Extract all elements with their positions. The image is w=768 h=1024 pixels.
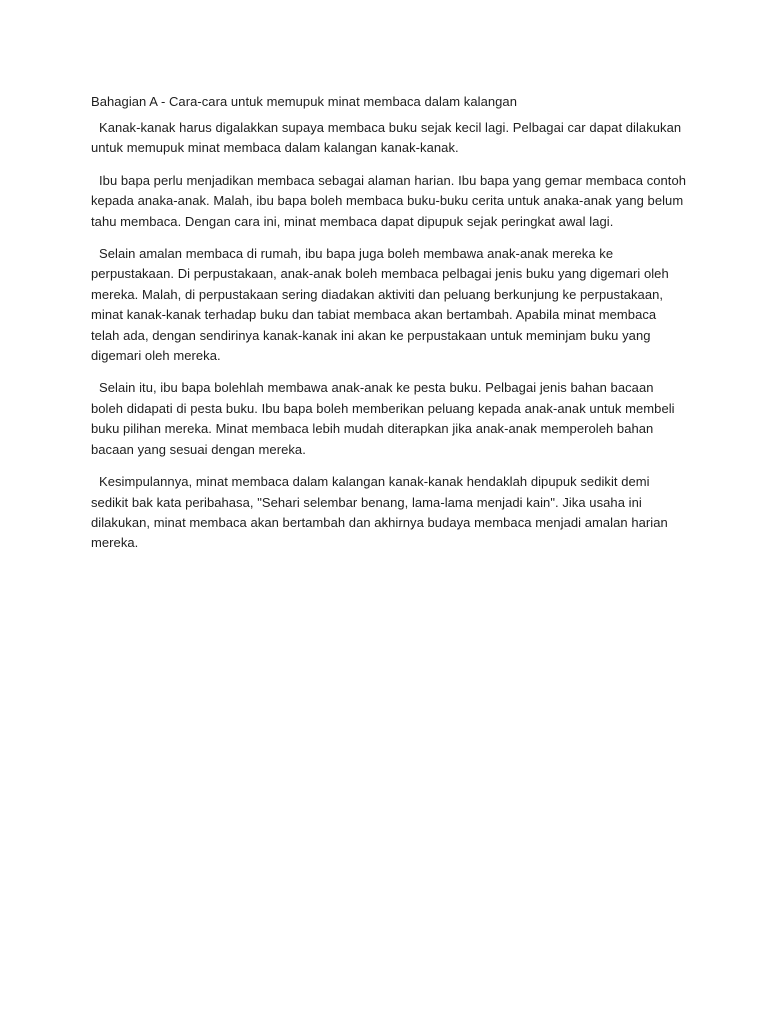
paragraph-5: Kesimpulannya, minat membaca dalam kalangan kanak-kanak hendaklah dipupuk sedikit demi sedikit bak kata peribahasa, "Sehari selembar benang, lama-lama menjadi kain". Jika usaha ini dilakukan, minat membaca akan bertambah dan akhirnya budaya membaca menjadi amalan harian mereka.: [91, 474, 668, 551]
document-title: Bahagian A - Cara-cara untuk memupuk minat membaca dalam kalangan: [91, 94, 517, 109]
paragraph-2: Ibu bapa perlu menjadikan membaca sebagai alaman harian. Ibu bapa yang gemar membaca contoh kepada anaka-anak. Malah, ibu bapa boleh membaca buku-buku cerita untuk anaka-anak yang belum tahu membaca. Dengan cara ini, minat membaca dapat dipupuk sejak peringkat awal lagi.: [91, 172, 687, 229]
paragraph-3: Selain amalan membaca di rumah, ibu bapa juga boleh membawa anak-anak mereka ke perpustakaan. Di perpustakaan, anak-anak boleh membaca pelbagai jenis buku yang digemari oleh mereka. Malah, di perpustakaan sering diadakan aktiviti dan peluang berkunjung ke perpustakaan, minat kanak-kanak terhadap buku dan tabiat membaca akan bertambah. Apabila minat membaca telah ada, dengan sendirinya kanak-kanak ini akan ke perpustakaan untuk meminjam buku yang digemari oleh mereka.: [91, 246, 669, 364]
paragraph-4: Selain itu, ibu bapa bolehlah membawa anak-anak ke pesta buku. Pelbagai jenis bahan bacaan boleh didapati di pesta buku. Ibu bapa boleh memberikan peluang kepada anak-anak untuk membeli buku pilihan mereka. Minat membaca lebih mudah diterapkan jika anak-anak memperoleh bahan bacaan yang sesuai dengan mereka.: [91, 380, 675, 457]
paragraph-1: Kanak-kanak harus digalakkan supaya membaca buku sejak kecil lagi. Pelbagai car dapat dilakukan untuk memupuk minat membaca dalam kalangan kanak-kanak.: [91, 120, 682, 156]
